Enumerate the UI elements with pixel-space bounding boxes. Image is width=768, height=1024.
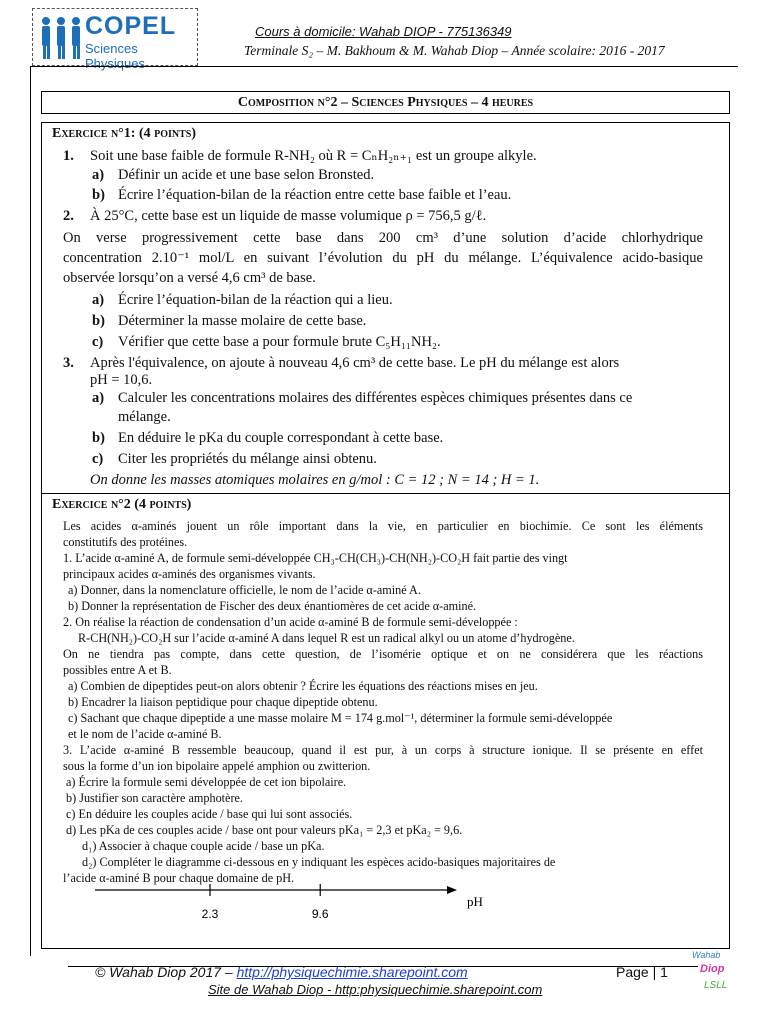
people-icon — [39, 15, 83, 61]
ex2-line-22: d₂) Compléter le diagramme ci-dessous en y indiquant les espèces acido-basiques majoritaires de — [82, 855, 556, 869]
ex1-q3c-label: c) — [92, 451, 104, 467]
exercise-divider — [41, 493, 730, 494]
exercise-2-title: Exercice n°2 (4 points) — [52, 497, 192, 512]
ex2-line-09: On ne tiendra pas compte, dans cette question, de l’isomérie optique et on ne considérera que les réactions — [63, 647, 703, 661]
ex1-q3-number: 3. — [63, 355, 74, 371]
ex1-q3a-label: a) — [92, 390, 105, 406]
ph-tick-label-1: 2.3 — [201, 907, 219, 921]
ph-tick-label-2: 9.6 — [311, 907, 329, 921]
ex2-line-11: a) Combien de dipeptides peut-on alors obtenir ? Écrire les équations des réactions mises en jeu. — [68, 679, 538, 693]
copel-logo — [32, 8, 198, 71]
arrow-right-icon — [447, 886, 457, 894]
exercise-1-title: Exercice n°1: (4 points) — [52, 126, 196, 141]
ex2-line-10: possibles entre A et B. — [63, 663, 172, 677]
header-contact: Cours à domicile: Wahab DIOP - 775136349 — [255, 24, 512, 39]
ex1-q2-number: 2. — [63, 208, 74, 224]
ex2-line-06: b) Donner la représentation de Fischer des deux énantiomères de cet acide α-aminé. — [68, 599, 477, 613]
ex1-q2a: Écrire l’équation-bilan de la réaction qui a lieu. — [118, 292, 393, 308]
ex2-line-16: sous la forme d’un ion bipolaire appelé amphion ou zwitterion. — [63, 759, 371, 773]
ex2-line-15: 3. L’acide α-aminé B ressemble beaucoup, quand il est pur, à un corps à structure ionique. Il se présente en effet — [63, 743, 703, 757]
ex1-q1b-label: b) — [92, 187, 105, 203]
ex1-q1a-label: a) — [92, 167, 105, 183]
ex2-line-19: c) En déduire les couples acide / base qui lui sont associés. — [66, 807, 353, 821]
ex1-paragraph-line2: concentration 2.10⁻¹ mol/L en suivant l’évolution du pH du mélange. L’équivalence acido-basique — [63, 250, 703, 266]
margin-rule — [30, 66, 31, 956]
ex1-paragraph-line3: observée lorsqu’on a versé 4,6 cm³ de base. — [63, 270, 316, 286]
logo-subtitle: Sciences Physiques — [85, 41, 145, 71]
ex2-line-18: b) Justifier son caractère amphotère. — [66, 791, 243, 805]
ex1-atomic-masses: On donne les masses atomiques molaires en g/mol : C = 12 ; N = 14 ; H = 1. — [90, 472, 540, 488]
ex1-q2c-label: c) — [92, 334, 104, 350]
footer-copyright: © Wahab Diop 2017 – — [95, 964, 237, 980]
ex2-line-14: et le nom de l’acide α-aminé B. — [68, 727, 222, 741]
ex2-line-03: 1. L’acide α-aminé A, de formule semi-développée CH₃-CH(CH₃)-CH(NH₂)-CO₂H fait partie des vingt — [63, 551, 568, 565]
ex2-line-04: principaux acides α-aminés des organismes vivants. — [63, 567, 316, 581]
ex2-line-07: 2. On réalise la réaction de condensation d’un acide α-aminé B de formule semi-développée : — [63, 615, 518, 629]
ex1-q3a-line1: Calculer les concentrations molaires des différentes espèces chimiques présentes dans ce — [118, 390, 633, 406]
ex1-q2b-label: b) — [92, 313, 105, 329]
logo2-line3: LSLL — [704, 980, 728, 991]
ex2-line-17: a) Écrire la formule semi développée de cet ion bipolaire. — [66, 775, 347, 789]
header-rule — [30, 66, 738, 67]
ex1-q3b-label: b) — [92, 430, 105, 446]
ex1-q2c: Vérifier que cette base a pour formule brute C₅H₁₁NH₂. — [118, 334, 441, 350]
ex1-q1a: Définir un acide et une base selon Bronsted. — [118, 167, 375, 183]
ex1-q2a-label: a) — [92, 292, 105, 308]
ex1-q3-line1: Après l'équivalence, on ajoute à nouveau 4,6 cm³ de cette base. Le pH du mélange est alors — [90, 355, 620, 371]
ph-axis-label: pH — [467, 894, 483, 909]
ex1-q1: Soit une base faible de formule R-NH₂ où R = CₙH₂ₙ₊₁ est un groupe alkyle. — [90, 148, 537, 164]
ex2-line-13: c) Sachant que chaque dipeptide a une masse molaire M = 174 g.mol⁻¹, déterminer la formule semi-développée — [68, 711, 613, 725]
footer-link[interactable]: http://physiquechimie.sharepoint.com — [236, 964, 468, 980]
ex2-line-05: a) Donner, dans la nomenclature officielle, le nom de l’acide α-aminé A. — [68, 583, 421, 597]
ex2-line-02: constitutifs des protéines. — [63, 535, 188, 549]
ex1-q1b: Écrire l’équation-bilan de la réaction entre cette base faible et l’eau. — [118, 187, 512, 203]
footer-copyright-line — [95, 964, 468, 980]
ex1-q1-number: 1. — [63, 148, 74, 164]
ex1-paragraph-line1: On verse progressivement cette base dans 200 cm³ d’une solution d’acide chlorhydrique — [63, 230, 703, 246]
ex2-line-23: l’acide α-aminé B pour chaque domaine de pH. — [63, 871, 295, 885]
ex2-line-12: b) Encadrer la liaison peptidique pour chaque dipeptide obtenu. — [68, 695, 378, 709]
ex1-q2: À 25°C, cette base est un liquide de masse volumique ρ = 756,5 g/ℓ. — [90, 208, 487, 224]
ex1-q3c: Citer les propriétés du mélange ainsi obtenu. — [118, 451, 377, 467]
ex1-q3-line2: pH = 10,6. — [90, 372, 153, 388]
ph-diagram — [95, 876, 515, 926]
wahab-diop-logo — [688, 946, 742, 994]
ex1-q3b: En déduire le pKa du couple correspondant à cette base. — [118, 430, 444, 446]
logo-title: COPEL — [85, 12, 177, 40]
logo2-line2: Diop — [700, 963, 725, 975]
ex2-line-08: R-CH(NH₂)-CO₂H sur l’acide α-aminé A dans lequel R est un radical alkyl ou un atome d’hydrogène. — [78, 631, 575, 645]
footer-site: Site de Wahab Diop - http:physiquechimie.sharepoint.com — [208, 982, 543, 997]
page-number: Page | 1 — [616, 964, 668, 980]
ex1-q2b: Déterminer la masse molaire de cette base. — [118, 313, 367, 329]
logo2-line1: Wahab — [692, 950, 721, 960]
ex2-line-01: Les acides α-aminés jouent un rôle important dans la vie, en particulier en biochimie. Ce sont les éléments — [63, 519, 703, 533]
ex1-q3a-line2: mélange. — [118, 409, 171, 425]
ex2-line-21: d₁) Associer à chaque couple acide / base un pKa. — [82, 839, 325, 853]
ex2-line-20: d) Les pKa de ces couples acide / base ont pour valeurs pKa₁ = 2,3 et pKa₂ = 9,6. — [66, 823, 463, 837]
composition-title: Composition n°2 – Sciences Physiques – 4 heures — [41, 91, 730, 114]
header-class: Terminale S₂ – M. Bakhoum & M. Wahab Diop – Année scolaire: 2016 - 2017 — [244, 43, 665, 58]
